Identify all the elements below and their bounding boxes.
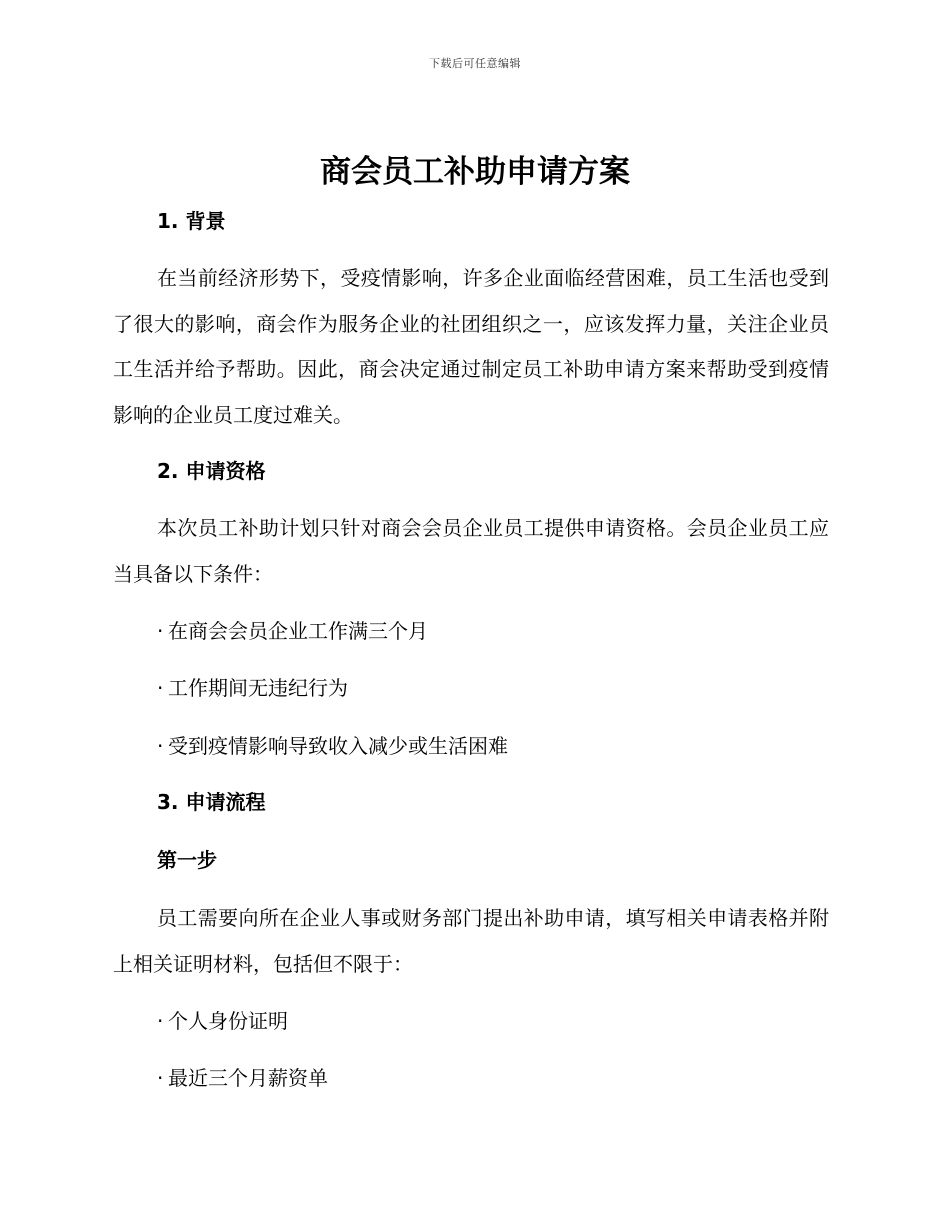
document-title: 商会员工补助申请方案	[320, 154, 630, 190]
step1-paragraph: 员工需要向所在企业人事或财务部门提出补助申请，填写相关申请表格并附上相关证明材料，包括但不限于：	[113, 906, 829, 976]
eligibility-bullet-2	[157, 674, 348, 702]
step1-bullet-2	[157, 1064, 328, 1092]
bullet-text: 工作期间无违纪行为	[168, 676, 348, 700]
section-heading-process: 3. 申请流程	[157, 790, 266, 814]
section-heading-eligibility: 2. 申请资格	[157, 459, 266, 483]
bullet-text: 最近三个月薪资单	[168, 1066, 328, 1090]
bullet-text: 受到疫情影响导致收入减少或生活困难	[168, 734, 508, 758]
bullet-text: 个人身份证明	[168, 1009, 288, 1033]
step1-bullet-1	[157, 1007, 288, 1035]
bullet-text: 在商会会员企业工作满三个月	[168, 619, 428, 643]
eligibility-bullet-3	[157, 732, 508, 760]
page-header-note: 下载后可任意编辑	[429, 57, 521, 70]
eligibility-paragraph: 本次员工补助计划只针对商会会员企业员工提供申请资格。会员企业员工应当具备以下条件：	[113, 516, 829, 586]
bullet-dot: ·	[157, 1066, 164, 1090]
section-heading-background: 1. 背景	[157, 209, 226, 233]
bullet-dot: ·	[157, 1009, 164, 1033]
bullet-dot: ·	[157, 676, 164, 700]
eligibility-bullet-1	[157, 617, 428, 645]
background-paragraph: 在当前经济形势下，受疫情影响，许多企业面临经营困难，员工生活也受到了很大的影响，商会作为服务企业的社团组织之一，应该发挥力量，关注企业员工生活并给予帮助。因此，商会决定通过制定员工补助申请方案来帮助受到疫情影响的企业员工度过难关。	[113, 266, 829, 427]
bullet-dot: ·	[157, 619, 164, 643]
step-heading-1: 第一步	[157, 848, 217, 872]
bullet-dot: ·	[157, 734, 164, 758]
